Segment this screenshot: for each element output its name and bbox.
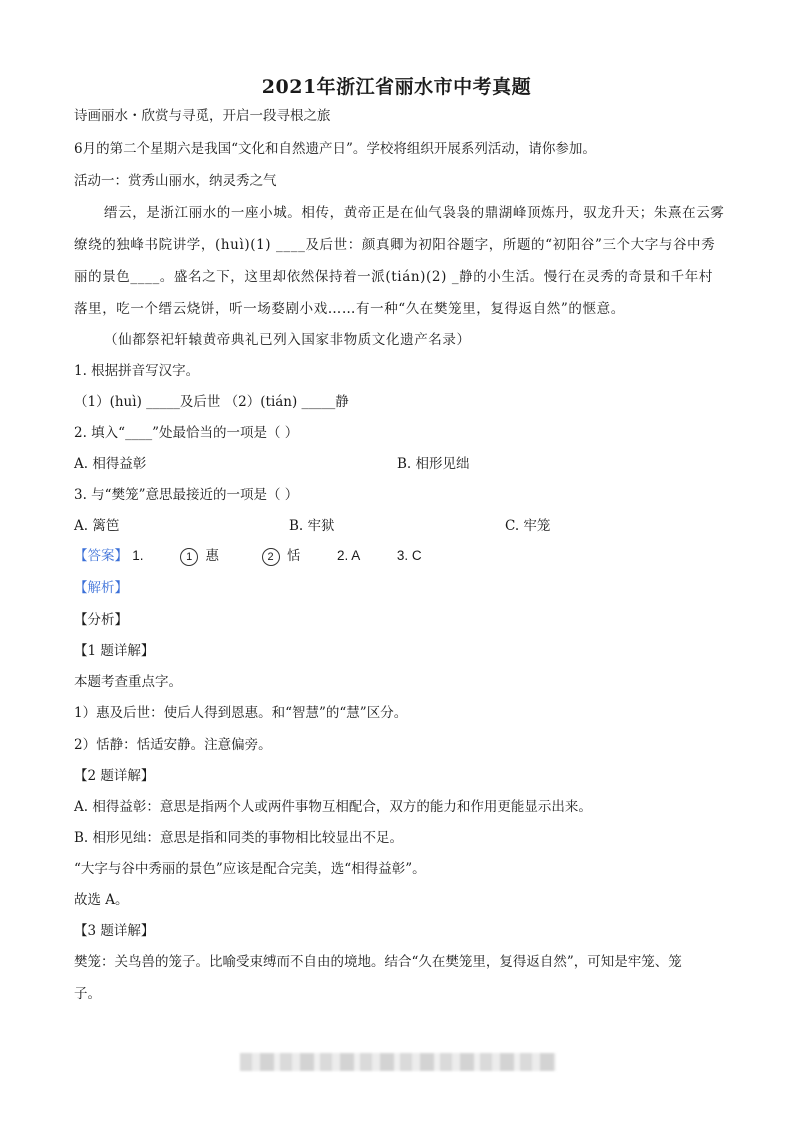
question-1-items: （1）(huì) _____及后世 （2）(tián) _____静 bbox=[74, 394, 349, 410]
detail-2-heading: 【2 题详解】 bbox=[74, 768, 155, 784]
q3-option-b: B. 牢狱 bbox=[289, 518, 335, 534]
detail-1-heading: 【1 题详解】 bbox=[74, 643, 155, 659]
activity-heading: 活动一：赏秀山丽水，纳灵秀之气 bbox=[74, 173, 277, 189]
circled-2: 2 bbox=[262, 548, 280, 566]
detail-3-line-1: 樊笼：关鸟兽的笼子。比喻受束缚而不自由的境地。结合“久在樊笼里，复得返自然”，可知是牢笼、笼 bbox=[74, 954, 682, 970]
question-3: 3. 与“樊笼”意思最接近的一项是（ ） bbox=[74, 487, 299, 503]
answer-1-1: 惠 bbox=[205, 548, 219, 564]
detail-1-intro: 本题考查重点字。 bbox=[74, 674, 182, 690]
answer-num-1: 1. bbox=[132, 548, 144, 563]
q3-option-c: C. 牢笼 bbox=[505, 518, 551, 534]
detail-1-item-2: 2）恬静：恬适安静。注意偏旁。 bbox=[74, 737, 272, 753]
question-2: 2. 填入“____”处最恰当的一项是（ ） bbox=[74, 425, 299, 441]
passage-line-1: 缙云，是浙江丽水的一座小城。相传，黄帝正是在仙气袅袅的鼎湖峰顶炼丹，驭龙升天；朱熹在云雾 bbox=[104, 205, 725, 221]
detail-3-line-2: 子。 bbox=[74, 986, 101, 1002]
q3-option-a: A. 篱笆 bbox=[74, 518, 120, 534]
passage-line-3: 丽的景色____。盛名之下，这里却依然保持着一派(tián)(2) _静的小生活。慢行在灵秀的奇景和千年村 bbox=[74, 269, 713, 285]
answer-label: 【答案】 bbox=[74, 548, 128, 564]
q2-option-b: B. 相形见绌 bbox=[397, 456, 470, 472]
answer-1-2: 恬 bbox=[286, 548, 301, 564]
q2-option-a: A. 相得益彰 bbox=[74, 456, 147, 472]
answer-row bbox=[74, 547, 422, 566]
question-1: 1. 根据拼音写汉字。 bbox=[74, 363, 200, 379]
blurred-footer-watermark bbox=[240, 1053, 556, 1071]
detail-2-b: B. 相形见绌：意思是指和同类的事物相比较显出不足。 bbox=[74, 830, 404, 846]
detail-3-heading: 【3 题详解】 bbox=[74, 923, 155, 939]
passage-line-2: 缭绕的独峰书院讲学，(huì)(1) ____及后世：颜真卿为初阳谷题字，所题的“初阳谷”三个大字与谷中秀 bbox=[74, 237, 716, 253]
detail-2-conclusion: “大字与谷中秀丽的景色”应该是配合完美，选“相得益彰”。 bbox=[74, 861, 426, 877]
circled-1: 1 bbox=[180, 548, 198, 566]
passage-note: （仙都祭祀轩辕黄帝典礼已列入国家非物质文化遗产名录） bbox=[104, 332, 471, 348]
answer-2: 2. A bbox=[336, 548, 361, 563]
detail-1-item-1: 1）惠及后世：使后人得到恩惠。和“智慧”的“慧”区分。 bbox=[74, 705, 408, 721]
fenxi-heading: 【分析】 bbox=[74, 612, 128, 628]
theme-line: 诗画丽水・欣赏与寻觅，开启一段寻根之旅 bbox=[74, 108, 331, 124]
detail-2-a: A. 相得益彰：意思是指两个人或两件事物互相配合，双方的能力和作用更能显示出来。 bbox=[74, 799, 592, 815]
answer-3: 3. C bbox=[396, 548, 422, 563]
passage-line-4: 落里，吃一个缙云烧饼，听一场婺剧小戏……有一种“久在樊笼里，复得返自然”的惬意。 bbox=[74, 301, 625, 317]
page-title: 2021年浙江省丽水市中考真题 bbox=[261, 76, 532, 98]
analysis-label: 【解析】 bbox=[74, 580, 128, 596]
detail-2-choice: 故选 A。 bbox=[74, 892, 129, 908]
context-line: 6月的第二个星期六是我国“文化和自然遗产日”。学校将组织开展系列活动，请你参加。 bbox=[74, 141, 596, 157]
